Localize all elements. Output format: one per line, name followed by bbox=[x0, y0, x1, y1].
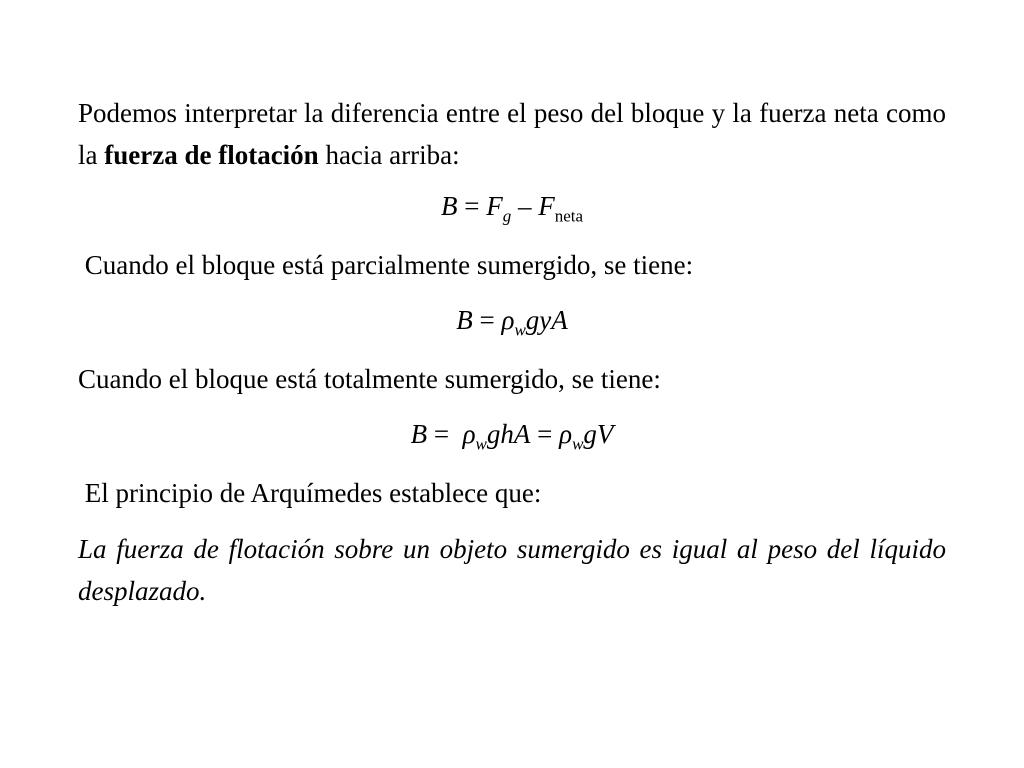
paragraph-fully-submerged: Cuando el bloque está totalmente sumergido, se tiene: bbox=[78, 364, 661, 394]
equation-operator: = bbox=[427, 419, 463, 449]
paragraph-archimedes-principle: El principio de Arquímedes establece que: bbox=[78, 478, 542, 508]
equation-symbol: ρ bbox=[501, 305, 515, 335]
slide-content bbox=[78, 92, 946, 612]
equation-operator: – bbox=[511, 191, 539, 221]
equation-symbol: ρ bbox=[462, 419, 476, 449]
equation-buoyancy-net bbox=[78, 190, 946, 226]
paragraph-partially-submerged: Cuando el bloque está parcialmente sumergido, se tiene: bbox=[78, 250, 694, 280]
equation-subscript: g bbox=[502, 206, 512, 226]
equation-symbol: B bbox=[410, 419, 428, 449]
equation-operator: = bbox=[472, 305, 502, 335]
equation-symbol: F bbox=[538, 191, 555, 221]
paragraph-text: hacia arriba: bbox=[318, 140, 460, 170]
equation-full bbox=[78, 418, 946, 454]
equation-symbol: gV bbox=[583, 419, 614, 449]
paragraph-text: Podemos interpretar la diferencia entre el peso del bloque y la fuerza neta como la bbox=[78, 98, 946, 170]
equation-symbol: gyA bbox=[525, 305, 568, 335]
paragraph-buoyancy-intro bbox=[78, 92, 946, 176]
equation-symbol: B bbox=[440, 191, 458, 221]
equation-operator: = bbox=[457, 191, 487, 221]
equation-subscript: neta bbox=[554, 206, 584, 226]
equation-operator: = bbox=[530, 419, 560, 449]
bold-term: fuerza de flotación bbox=[104, 140, 319, 170]
equation-symbol: ghA bbox=[486, 419, 531, 449]
paragraph-principle-statement: La fuerza de flotación sobre un objeto sumergido es igual al peso del líquido desplazado. bbox=[78, 534, 946, 606]
equation-symbol: ρ bbox=[559, 419, 573, 449]
equation-partial bbox=[78, 304, 946, 340]
equation-subscript: w bbox=[475, 434, 487, 454]
equation-symbol: B bbox=[456, 305, 473, 335]
equation-subscript: w bbox=[514, 320, 526, 340]
equation-symbol: F bbox=[486, 191, 503, 221]
equation-subscript: w bbox=[572, 434, 584, 454]
